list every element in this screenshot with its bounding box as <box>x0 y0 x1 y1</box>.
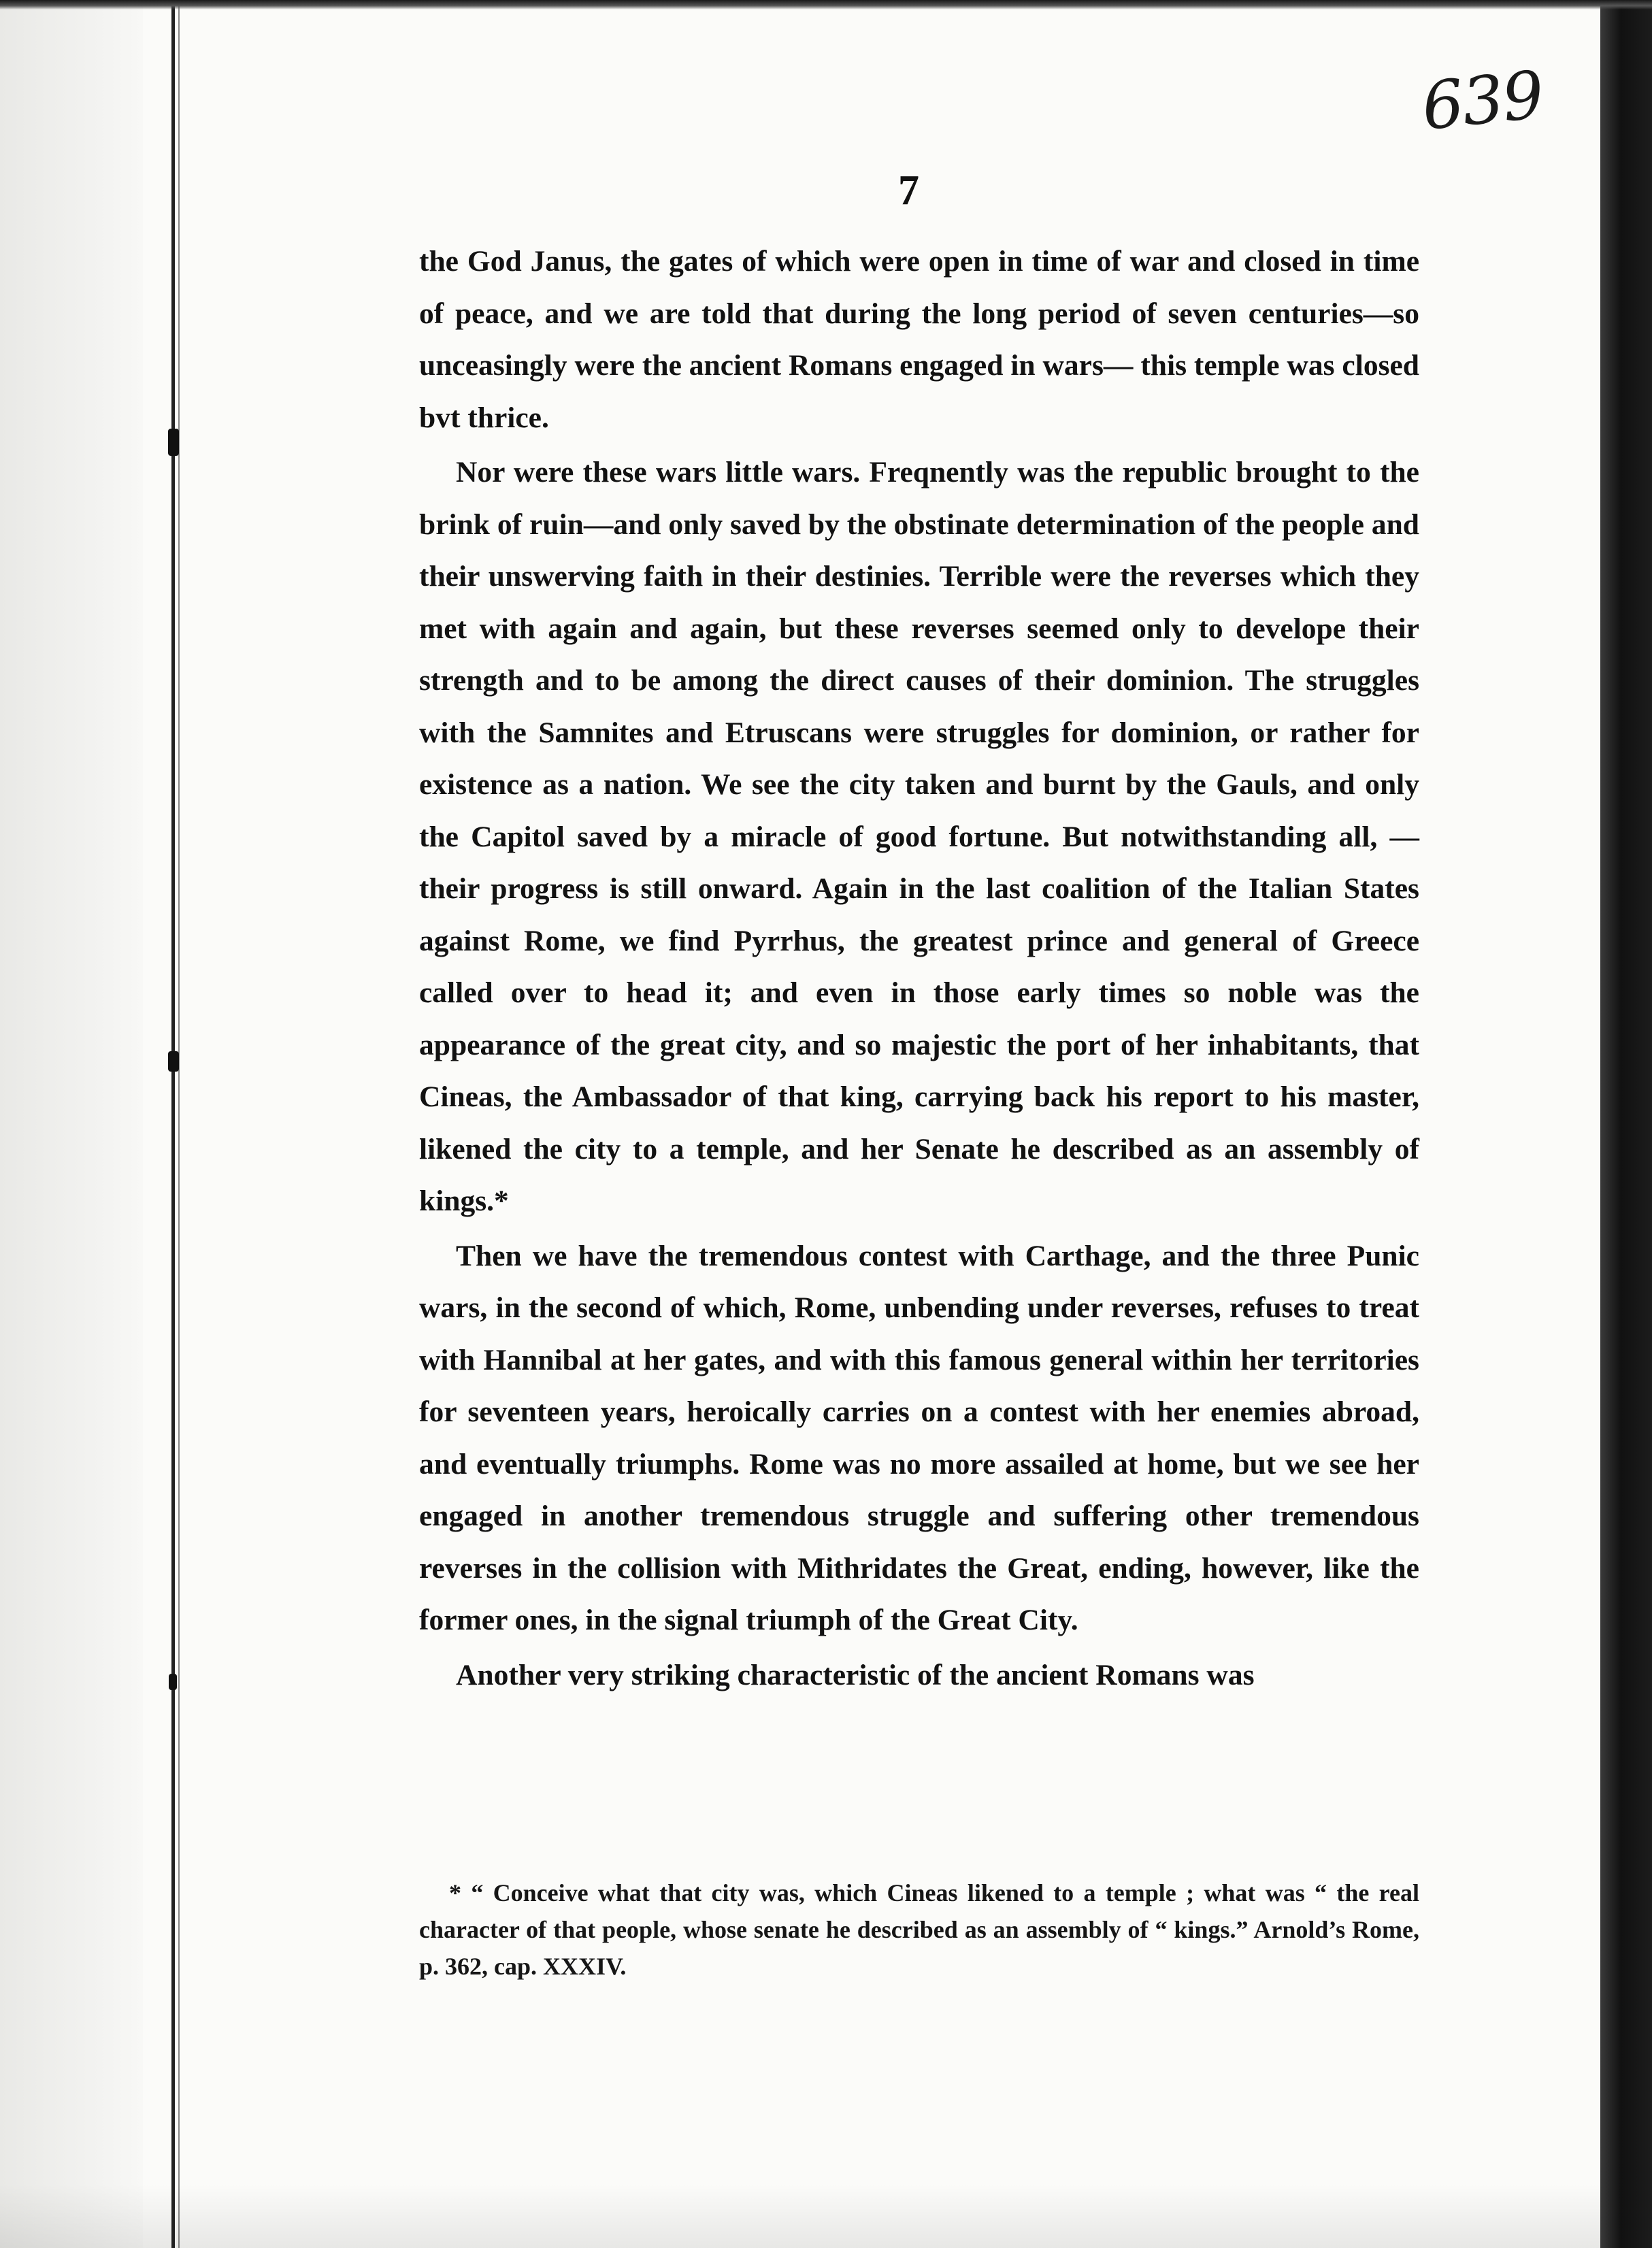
footnote <box>419 1874 1419 1985</box>
binding-thread-mark <box>168 1051 179 1072</box>
footnote-text: * “ Conceive what that city was, which Cineas likened to a temple ; what was “ the real character of that people, whose senate he described as an assembly of “ kings.” Arnold’s Rome, p. 362, cap. XXXIV. <box>419 1879 1419 1980</box>
binding-line-inner <box>178 0 180 2248</box>
book-top-edge <box>0 0 1652 10</box>
paragraph: Another very striking characteristic of the ancient Romans was <box>456 1658 1255 1691</box>
page-bottom-shadow <box>0 2184 1600 2248</box>
paragraph: Then we have the tremendous contest with Carthage, and the three Punic wars, in the second of which, Rome, unbending under reverses, refuses to treat with Hannibal at her gates, and with this famous general within her territories for seventeen years, heroically carries on a contest with her enemies abroad, and eventually triumphs. Rome was no more assailed at home, but we see her engaged in another tremendous struggle and suffering other tremendous reverses in the collision with Mithridates the Great, ending, however, like the former ones, in the signal triumph of the Great City. <box>419 1239 1419 1636</box>
paragraph: Nor were these wars little wars. Freqnently was the republic brought to the brink of ruin—and only saved by the obstinate determination of the people and their unswerving faith in their destinies. Terrible were the reverses which they met with again and again, but these reverses seemed only to develope their strength and to be among the direct causes of their dominion. The struggles with the Samnites and Etruscans were struggles for dominion, or rather for existence as a nation. We see the city taken and burnt by the Gauls, and only the Capitol saved by a miracle of good fortune. But notwithstanding all, —their progress is still onward. Again in the last coalition of the Italian States against Rome, we find Pyrrhus, the greatest prince and general of Greece called over to head it; and even in those early times so noble was the appearance of the great city, and so majestic the port of her inhabitants, that Cineas, the Ambassador of that king, carrying back his report to his master, likened the city to a temple, and her Senate he described as an assembly of kings.* <box>419 456 1419 1217</box>
body-text <box>419 235 1419 1704</box>
paragraph: the God Janus, the gates of which were open in time of war and closed in time of peace, and we are told that during the long period of seven centuries—so unceasingly were the ancient Romans engaged in wars— this temple was closed bvt thrice. <box>419 245 1419 434</box>
binding-thread-mark <box>168 429 179 456</box>
book-edge <box>1600 0 1652 2248</box>
binding-margin <box>0 0 143 2248</box>
page-number: 7 <box>898 167 919 214</box>
binding-line <box>171 0 175 2248</box>
handwritten-folio-number: 639 <box>1418 56 1547 145</box>
binding-thread-mark <box>169 1674 177 1690</box>
